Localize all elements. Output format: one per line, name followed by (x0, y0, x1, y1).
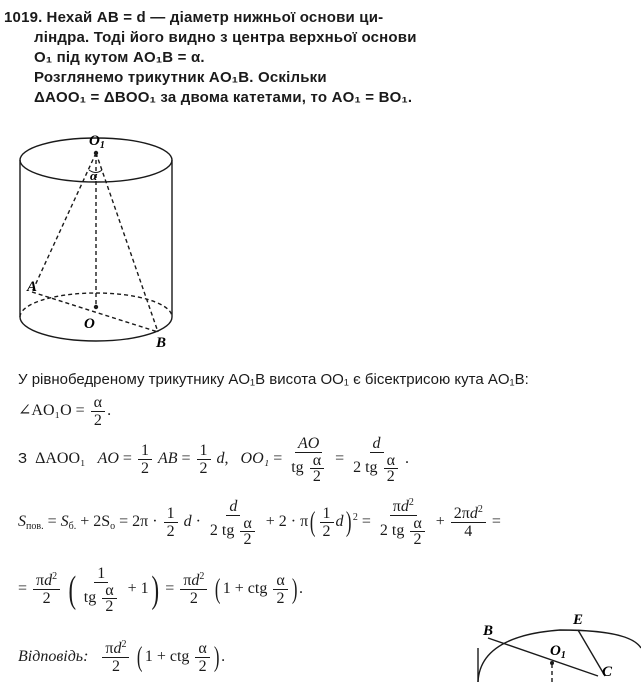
answer-label: Відповідь: (18, 648, 89, 666)
segment-O1-A (32, 153, 96, 292)
surface-area-formula-2: = $\frac{\pi d^2}{2}$ ( 1 tg $\frac{\alpha}{2}$ + 1) = $\frac{\pi d^2}{2}$ ( 1 + ctg $\frac{\alpha}{2}$ ) . (18, 565, 304, 615)
label-O1: $O_1$ (89, 133, 105, 151)
problem-line-4: Розглянемо трикутник AO₁B. Оскільки (34, 69, 327, 86)
surface-area-formula-1: $S_{пов.} = S_{б.} + 2S_о = 2\pi$ · $\frac{1}{2}$ d · d 2 tg $\frac{\alpha}{2}$ + 2 · π( $\frac{1}{2}$ d) $^2$ = $\pi d^2$ 2 tg $\frac{\alpha}{2}$ + $\frac{2\pi d^2}{4}$ = (18, 497, 501, 548)
cylinder-figure (10, 125, 200, 350)
label-B-2: B (483, 623, 494, 639)
problem-line-5: ΔAOO₁ = ΔBOO₁ за двома катетами, то AO₁ = BO₁. (34, 89, 413, 106)
cylinder-figure-2 (470, 608, 641, 682)
label-O1-2: $O_1$ (550, 643, 566, 661)
angle-formula: ∠AO₁O = $\frac{\alpha}{2}$ . (18, 394, 112, 429)
problem-line-2: ліндра. Тоді його видно з центра верхньої основи (34, 29, 417, 46)
answer: Відповідь: $\frac{\pi d^2}{2}$ ( 1 + ctg $\frac{\alpha}{2}$ ) . (18, 639, 226, 675)
segment-B-C (488, 638, 598, 676)
segment-E-C (578, 630, 605, 676)
label-O: O (84, 316, 95, 332)
problem-line-1: 1019. Нехай AB = d — діаметр нижньої основи ци- (4, 9, 384, 26)
label-C: C (602, 664, 613, 680)
bisector-sentence: У рівнобедреному трикутнику AO₁B висота OO₁ є бісектрисою кута AO₁B: (18, 371, 529, 388)
from-triangle-formula: З ΔAOO₁ AO = $\frac{1}{2}$ AB = $\frac{1}{2}$ d, OO₁ = AO tg $\frac{\alpha}{2}$ = d 2 tg $\frac{\alpha}{2}$ . (18, 435, 409, 485)
label-A: A (27, 279, 38, 295)
problem-line-3: O₁ під кутом AO₁B = α. (34, 49, 205, 66)
label-E: E (573, 612, 584, 628)
label-B: B (156, 335, 167, 350)
label-alpha: α (90, 168, 98, 183)
problem-statement (4, 8, 454, 108)
problem-number: 1019. (4, 9, 43, 26)
